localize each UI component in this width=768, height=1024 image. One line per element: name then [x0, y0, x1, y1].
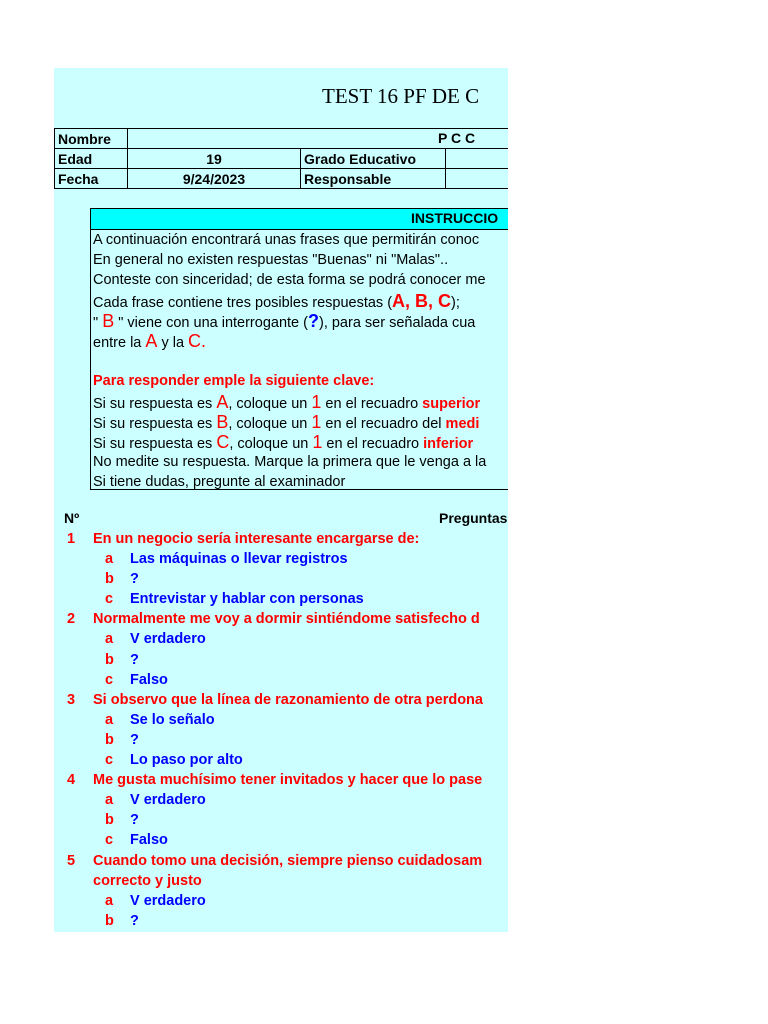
fecha-label: Fecha: [55, 169, 128, 189]
instr-position: superior: [422, 395, 481, 412]
question-text: Me gusta muchísimo tener invitados y hacer que lo pase: [93, 772, 483, 789]
option-letter: a: [105, 631, 114, 648]
instr-letter-a: A: [145, 330, 158, 351]
question-number: 4: [67, 772, 76, 789]
instr-blank-line: [93, 351, 486, 371]
option-text: Falso: [130, 671, 168, 688]
edad-value[interactable]: 19: [128, 149, 301, 169]
instr-text: Cada frase contiene tres posibles respuestas (: [93, 294, 393, 311]
question-text: Si observo que la línea de razonamiento de otra perdona: [93, 691, 483, 708]
instr-one: 1: [312, 431, 323, 452]
instr-line: Conteste con sinceridad; de esta forma se podrá conocer me: [93, 272, 486, 289]
instr-letter-b: B: [102, 310, 115, 331]
question-text: En un negocio sería interesante encargarse de:: [93, 531, 420, 547]
option-letter: b: [105, 912, 114, 929]
nombre-value: P C C: [438, 130, 476, 146]
instr-question-mark: ?: [307, 310, 319, 331]
option-text: ?: [130, 731, 139, 748]
instr-text: Si su respuesta es: [93, 395, 217, 412]
option-letter: a: [105, 551, 114, 568]
option-letter: b: [105, 731, 114, 748]
instr-text: ": [93, 314, 103, 331]
header-number: Nº: [64, 510, 80, 526]
instr-key-b: [93, 412, 486, 432]
option-text: V erdadero: [130, 631, 206, 648]
instr-line: [93, 311, 486, 331]
instr-text: " viene con una interrogante (: [114, 314, 308, 331]
option-letter: c: [105, 832, 114, 849]
instr-letters: A, B, C: [392, 290, 452, 311]
option-letter: b: [105, 651, 114, 668]
right-blank-area: [508, 68, 768, 932]
instr-text: ), para ser señalada cua: [318, 314, 476, 331]
option-letter: c: [105, 671, 114, 688]
instr-one: 1: [311, 391, 322, 412]
question-text: correcto y justo: [93, 872, 202, 889]
instr-clave: Para responder emple la siguiente clave:: [93, 373, 375, 390]
responsable-label: Responsable: [301, 169, 446, 189]
instr-text: , coloque un: [229, 435, 313, 452]
grado-label: Grado Educativo: [301, 149, 446, 169]
instr-text: en el recuadro: [321, 395, 423, 412]
instr-text: );: [451, 294, 460, 311]
instr-line: En general no existen respuestas "Buenas" ni "Malas"..: [93, 252, 449, 269]
option-text: ?: [130, 651, 139, 668]
edad-label: Edad: [55, 149, 128, 169]
instr-key-c: [93, 432, 486, 452]
header-preguntas: Preguntas: [439, 510, 508, 526]
option-text: V erdadero: [130, 792, 206, 809]
option-letter: a: [105, 892, 114, 909]
question-number: 5: [67, 852, 76, 869]
fecha-value[interactable]: 9/24/2023: [128, 169, 301, 189]
option-letter: a: [105, 711, 114, 728]
nombre-label: Nombre: [55, 129, 128, 149]
instr-letter-c: C: [216, 431, 230, 452]
question-number: 3: [67, 691, 76, 708]
option-text: ?: [130, 812, 139, 829]
option-letter: a: [105, 792, 114, 809]
question-text: Cuando tomo una decisión, siempre pienso cuidadosam: [93, 852, 483, 869]
question-number: 2: [67, 611, 76, 628]
instr-text: Si su respuesta es: [93, 415, 217, 432]
option-text: Las máquinas o llevar registros: [130, 551, 348, 568]
instr-text: Si su respuesta es: [93, 435, 217, 452]
option-letter: c: [105, 752, 114, 769]
option-text: ?: [130, 912, 139, 929]
option-letter: c: [105, 591, 114, 608]
instr-text: entre la: [93, 334, 146, 351]
instr-position: medi: [445, 415, 480, 432]
instr-line: [93, 291, 486, 311]
instr-letter-a: A: [216, 391, 229, 412]
option-text: Lo paso por alto: [130, 752, 243, 769]
instr-text: , coloque un: [228, 415, 312, 432]
instr-key-a: [93, 392, 486, 412]
instr-text: y la: [157, 334, 189, 351]
instr-line: A continuación encontrará unas frases que permitirán conoc: [93, 232, 480, 248]
instr-line: [93, 331, 486, 351]
instructions-heading: INSTRUCCIO: [411, 210, 499, 226]
option-letter: b: [105, 571, 114, 588]
option-text: V erdadero: [130, 892, 206, 909]
option-text: Falso: [130, 832, 168, 849]
instr-text: en el recuadro: [322, 435, 424, 452]
instr-letter-c: C.: [188, 330, 207, 351]
instr-one: 1: [311, 411, 322, 432]
question-text: Normalmente me voy a dormir sintiéndome satisfecho d: [93, 611, 480, 628]
instr-text: , coloque un: [228, 395, 312, 412]
instr-line: No medite su respuesta. Marque la primera que le venga a la: [93, 454, 487, 471]
instr-position: inferior: [423, 435, 474, 452]
question-number: 1: [67, 531, 76, 547]
option-text: Se lo señalo: [130, 711, 215, 728]
instr-letter-b: B: [216, 411, 229, 432]
test-title: TEST 16 PF DE C: [322, 84, 480, 108]
instr-line: Si tiene dudas, pregunte al examinador: [93, 474, 346, 491]
instr-text: en el recuadro del: [321, 415, 446, 432]
option-text: Entrevistar y hablar con personas: [130, 591, 364, 608]
option-letter: b: [105, 812, 114, 829]
instructions-text: [93, 230, 486, 492]
option-text: ?: [130, 571, 139, 588]
